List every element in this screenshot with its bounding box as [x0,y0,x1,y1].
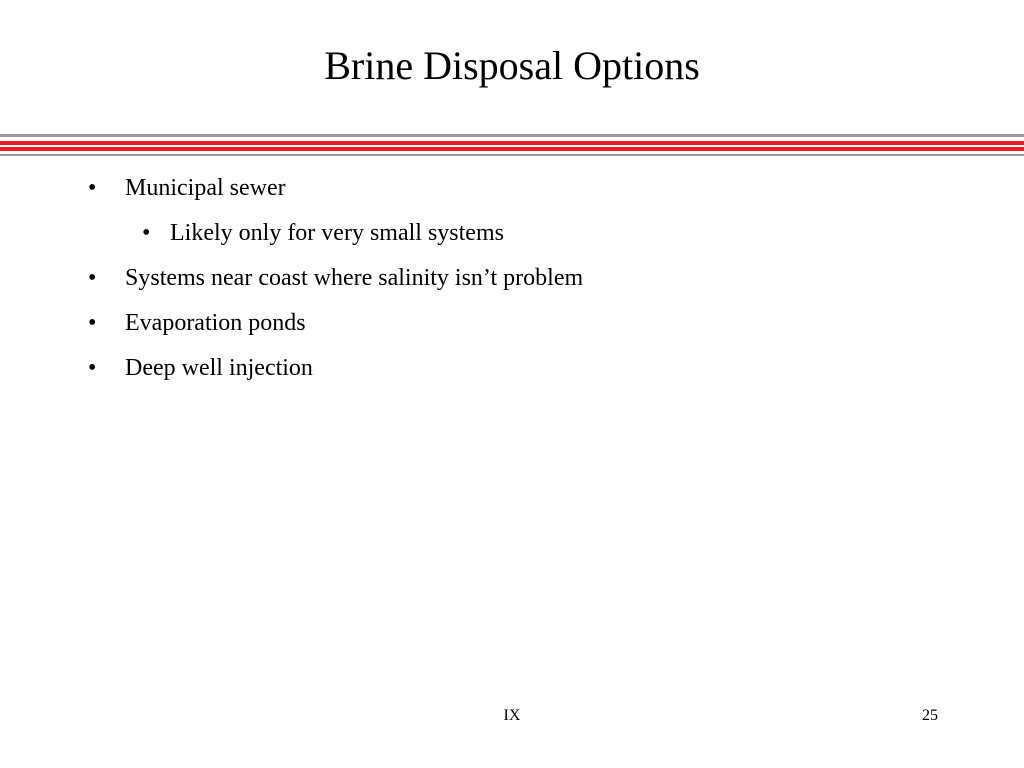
bullet-dot: • [88,175,97,201]
bullet-text: Deep well injection [125,355,313,381]
slide-title: Brine Disposal Options [324,43,700,88]
sub-bullet-item [0,217,1024,262]
divider-red-lower [0,147,1024,151]
bullet-text: Likely only for very small systems [170,220,504,246]
bullet-text: Systems near coast where salinity isn’t problem [125,265,584,291]
divider-red-upper [0,141,1024,145]
bullet-text: Municipal sewer [125,175,286,201]
bullet-dot: • [88,355,97,381]
bullet-item [0,352,1024,397]
bullet-dot: • [142,220,151,246]
bullet-item [0,172,1024,217]
bullet-text: Evaporation ponds [125,310,306,336]
footer-label: IX [503,707,521,724]
page-number: 25 [922,707,938,724]
bullet-item [0,262,1024,307]
bullet-dot: • [88,265,97,291]
divider-gray-bottom [0,154,1024,156]
divider-gray-top [0,134,1024,137]
bullet-item [0,307,1024,352]
bullet-list [0,172,1024,397]
bullet-dot: • [88,310,97,336]
